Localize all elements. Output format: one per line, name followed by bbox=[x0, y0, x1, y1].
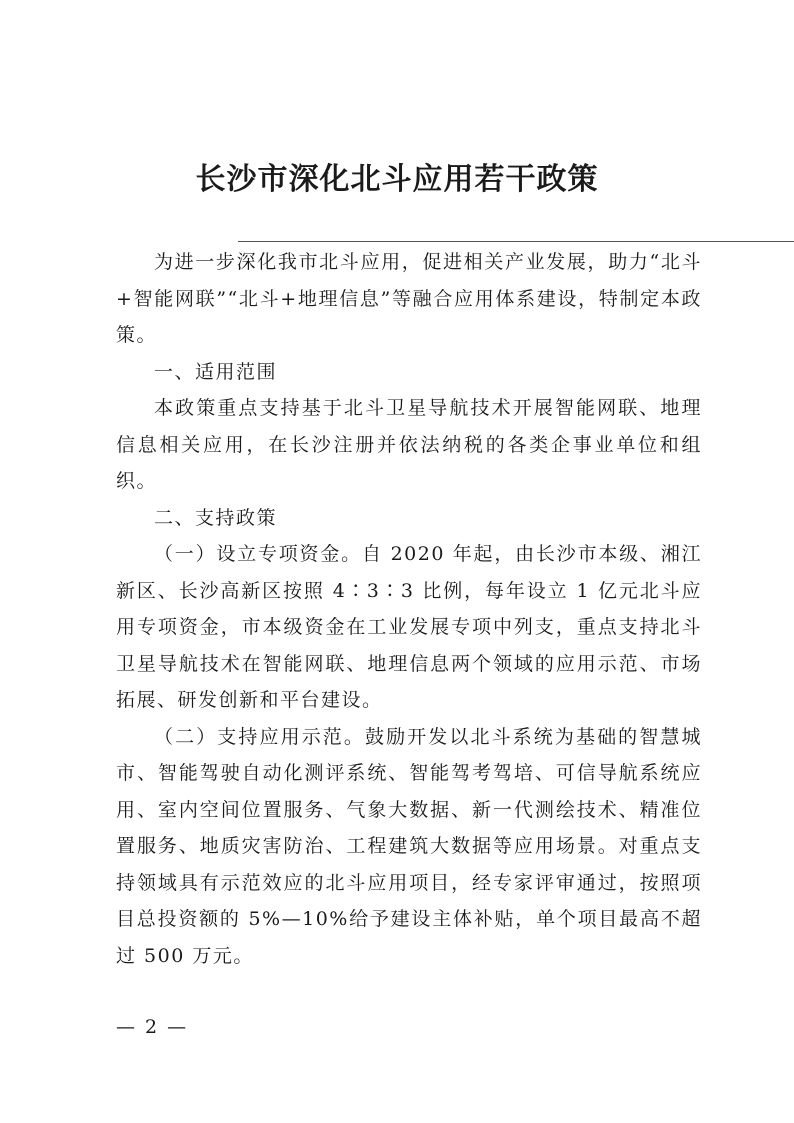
section-2-item-2: （二）支持应用示范。鼓励开发以北斗系统为基础的智慧城市、智能驾驶自动化测评系统、智能驾考驾培、可信导航系统应用、室内空间位置服务、气象大数据、新一代测绘技术、精准位置服务、地质灾害防治、工程建筑大数据等应用场景。对重点支持领域具有示范效应的北斗应用项目，经专家评审通过，按照项目总投资额的 5%—10%给予建设主体补贴，单个项目最高不超过 500 万元。 bbox=[116, 725, 702, 967]
section-1-heading: 一、适用范围 bbox=[154, 360, 278, 383]
title-divider bbox=[238, 241, 794, 242]
section-2-item-1: （一）设立专项资金。自 2020 年起，由长沙市本级、湘江新区、长沙高新区按照 4∶3∶3 比例，每年设立 1 亿元北斗应用专项资金，市本级资金在工业发展专项中列支，重点支持北斗卫星导航技术在智能网联、地理信息两个领域的应用示范、市场拓展、研发创新和平台建设。 bbox=[116, 543, 702, 711]
page-number: — 2 — bbox=[116, 1016, 189, 1038]
section-2-heading: 二、支持政策 bbox=[154, 506, 278, 529]
document-body bbox=[116, 244, 702, 974]
section-1-body: 本政策重点支持基于北斗卫星导航技术开展智能网联、地理信息相关应用，在长沙注册并依法纳税的各类企事业单位和组织。 bbox=[116, 397, 702, 492]
intro-paragraph: 为进一步深化我市北斗应用，促进相关产业发展，助力“北斗+智能网联”“北斗+地理信息”等融合应用体系建设，特制定本政策。 bbox=[116, 251, 702, 346]
document-title: 长沙市深化北斗应用若干政策 bbox=[195, 162, 599, 197]
